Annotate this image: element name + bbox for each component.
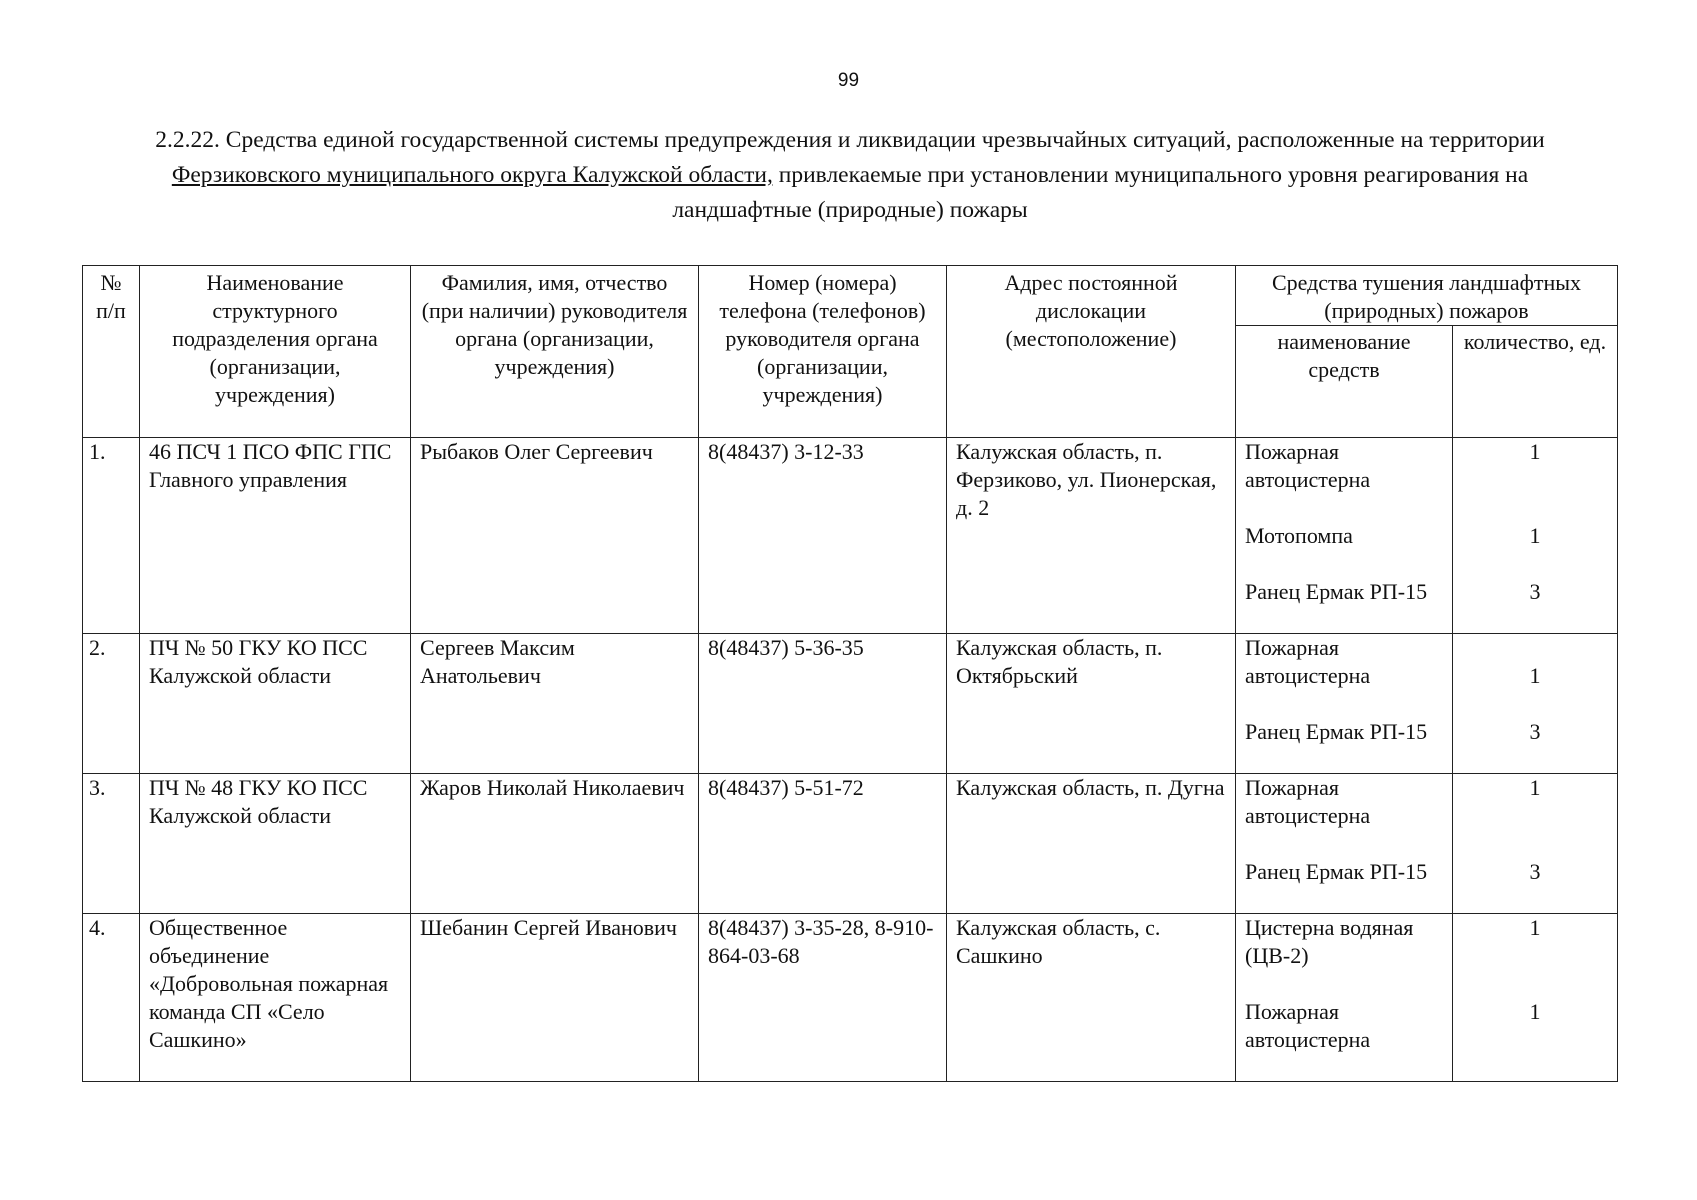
row-unit: 46 ПСЧ 1 ПСО ФПС ГПС Главного управления bbox=[140, 438, 411, 634]
header-head: Фамилия, имя, отчество (при наличии) руководителя органа (организации, учреждения) bbox=[411, 266, 699, 438]
equipment-name: Ранец Ермак РП-15 bbox=[1245, 859, 1428, 884]
equipment-qty: 3 bbox=[1529, 579, 1541, 604]
table-row bbox=[83, 634, 1618, 774]
header-address: Адрес постоянной дислокации (местоположение) bbox=[947, 266, 1236, 438]
row-address: Калужская область, с. Сашкино bbox=[947, 914, 1236, 1082]
equipment-name: Пожарная автоцистерна bbox=[1245, 775, 1371, 828]
row-equipment-names bbox=[1236, 914, 1453, 1082]
equipment-qty: 3 bbox=[1529, 859, 1541, 884]
row-address: Калужская область, п. Ферзиково, ул. Пионерская, д. 2 bbox=[947, 438, 1236, 634]
header-means-name: наименование средств bbox=[1236, 326, 1453, 438]
row-phone: 8(48437) 5-36-35 bbox=[699, 634, 947, 774]
table-row bbox=[83, 438, 1618, 634]
equipment-name: Мотопомпа bbox=[1245, 523, 1353, 548]
row-unit: ПЧ № 50 ГКУ КО ПСС Калужской области bbox=[140, 634, 411, 774]
equipment-qty: 3 bbox=[1529, 719, 1541, 744]
equipment-qty: 1 bbox=[1529, 663, 1541, 688]
row-num: 3. bbox=[83, 774, 140, 914]
row-phone: 8(48437) 5-51-72 bbox=[699, 774, 947, 914]
row-phone: 8(48437) 3-12-33 bbox=[699, 438, 947, 634]
row-num: 1. bbox=[83, 438, 140, 634]
row-equipment-names bbox=[1236, 774, 1453, 914]
row-address: Калужская область, п. Дугна bbox=[947, 774, 1236, 914]
row-equipment-qty bbox=[1453, 914, 1618, 1082]
document-title bbox=[110, 123, 1590, 228]
header-unit: Наименование структурного подразделения органа (организации, учреждения) bbox=[140, 266, 411, 438]
row-unit: ПЧ № 48 ГКУ КО ПСС Калужской области bbox=[140, 774, 411, 914]
equipment-name: Цистерна водяная (ЦВ-2) bbox=[1245, 915, 1414, 968]
title-part-1: 2.2.22. Средства единой государственной системы предупреждения и ликвидации чрезвычайных ситуаций, расположенные на территории bbox=[155, 127, 1545, 153]
equipment-qty: 1 bbox=[1529, 523, 1541, 548]
equipment-name: Пожарная автоцистерна bbox=[1245, 439, 1371, 492]
equipment-qty: 1 bbox=[1529, 999, 1541, 1024]
row-head: Жаров Николай Николаевич bbox=[411, 774, 699, 914]
table-row bbox=[83, 774, 1618, 914]
title-part-2: привлекаемые при установлении муниципального уровня реагирования на ландшафтные (природные) пожары bbox=[672, 162, 1529, 223]
equipment-name: Ранец Ермак РП-15 bbox=[1245, 719, 1428, 744]
row-equipment-qty bbox=[1453, 438, 1618, 634]
equipment-name: Ранец Ермак РП-15 bbox=[1245, 579, 1428, 604]
row-head: Сергеев Максим Анатольевич bbox=[411, 634, 699, 774]
equipment-name: Пожарная автоцистерна bbox=[1245, 635, 1371, 688]
row-phone: 8(48437) 3-35-28, 8-910-864-03-68 bbox=[699, 914, 947, 1082]
row-head: Шебанин Сергей Иванович bbox=[411, 914, 699, 1082]
equipment-qty: 1 bbox=[1529, 915, 1541, 940]
header-num: № п/п bbox=[83, 266, 140, 438]
equipment-qty: 1 bbox=[1529, 439, 1541, 464]
row-num: 2. bbox=[83, 634, 140, 774]
resources-table bbox=[82, 265, 1618, 1082]
table-row bbox=[83, 914, 1618, 1082]
header-means: Средства тушения ландшафтных (природных) пожаров bbox=[1236, 266, 1618, 326]
header-phone: Номер (номера) телефона (телефонов) руководителя органа (организации, учреждения) bbox=[699, 266, 947, 438]
row-num: 4. bbox=[83, 914, 140, 1082]
header-means-qty: количество, ед. bbox=[1453, 326, 1618, 438]
row-equipment-names bbox=[1236, 438, 1453, 634]
page-number: 99 bbox=[837, 70, 860, 91]
equipment-qty: 1 bbox=[1529, 775, 1541, 800]
row-head: Рыбаков Олег Сергеевич bbox=[411, 438, 699, 634]
row-equipment-qty bbox=[1453, 774, 1618, 914]
row-unit: Общественное объединение «Добровольная пожарная команда СП «Село Сашкино» bbox=[140, 914, 411, 1082]
row-address: Калужская область, п. Октябрьский bbox=[947, 634, 1236, 774]
row-equipment-qty bbox=[1453, 634, 1618, 774]
title-underlined: Ферзиковского муниципального округа Калужской области, bbox=[171, 162, 773, 188]
equipment-name: Пожарная автоцистерна bbox=[1245, 999, 1371, 1052]
row-equipment-names bbox=[1236, 634, 1453, 774]
